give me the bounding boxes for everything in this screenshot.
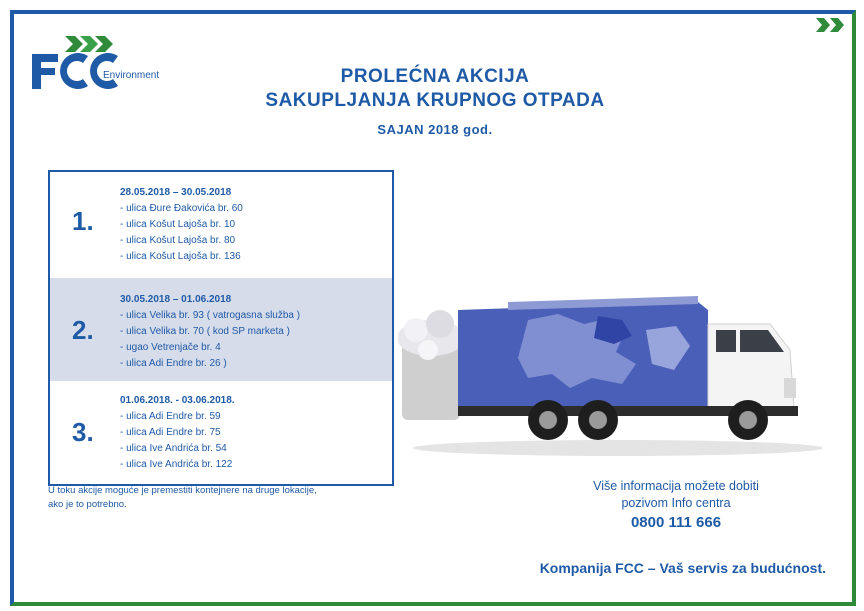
schedule-item: - ulica Ive Andrića br. 54 [120, 443, 227, 454]
schedule-item: - ulica Ive Andrića br. 122 [120, 459, 233, 470]
title-line-2: SAKUPLJANJA KRUPNOG OTPADA [265, 90, 605, 111]
garbage-truck-illustration [398, 280, 838, 460]
schedule-item: - ulica Velika br. 70 ( kod SP marketa ) [120, 326, 290, 337]
schedule-number: 3. [72, 417, 94, 447]
schedule-item: - ulica Košut Lajoša br. 136 [120, 251, 241, 262]
info-line: Više informacija možete dobiti [593, 479, 759, 493]
logo-subtitle: Environment [103, 70, 160, 81]
double-chevron-arrows-icon [816, 18, 846, 32]
schedule-section-3 [50, 381, 392, 484]
title-line-3: SAJAN 2018 god. [377, 122, 493, 137]
schedule-section-1 [50, 172, 392, 278]
info-line: pozivom Info centra [621, 496, 731, 510]
schedule-item: - ulica Košut Lajoša br. 80 [120, 235, 236, 246]
schedule-date: 01.06.2018. - 03.06.2018. [120, 395, 235, 406]
relocation-note [48, 484, 408, 512]
schedule-item: - ulica Košut Lajoša br. 10 [120, 219, 236, 230]
fcc-logo [30, 34, 190, 94]
schedule-item: - ulica Adi Endre br. 59 [120, 411, 221, 422]
schedule-date: 28.05.2018 – 30.05.2018 [120, 187, 232, 198]
schedule-item: - ulica Adi Endre br. 26 ) [120, 358, 227, 369]
schedule-item: - ugao Vetrenjače br. 4 [120, 342, 221, 353]
company-slogan: Kompanija FCC – Vaš servis za budućnost. [539, 560, 826, 576]
schedule-box [48, 170, 394, 486]
title-line-1: PROLEĆNA AKCIJA [340, 66, 530, 87]
schedule-section-2 [50, 278, 392, 381]
schedule-item: - ulica Velika br. 93 ( vatrogasna služba ) [120, 310, 301, 321]
schedule-item: - ulica Đure Đakovića br. 60 [120, 203, 243, 214]
schedule-number: 2. [72, 315, 94, 345]
schedule-date: 30.05.2018 – 01.06.2018 [120, 294, 232, 305]
info-block [526, 478, 826, 512]
note-line: ako je to potrebno. [48, 499, 127, 510]
schedule-number: 1. [72, 206, 94, 236]
info-phone-number: 0800 111 666 [630, 514, 722, 531]
note-line: U toku akcije moguće je premestiti kontejnere na druge lokacije, [48, 485, 317, 496]
schedule-item: - ulica Adi Endre br. 75 [120, 427, 221, 438]
